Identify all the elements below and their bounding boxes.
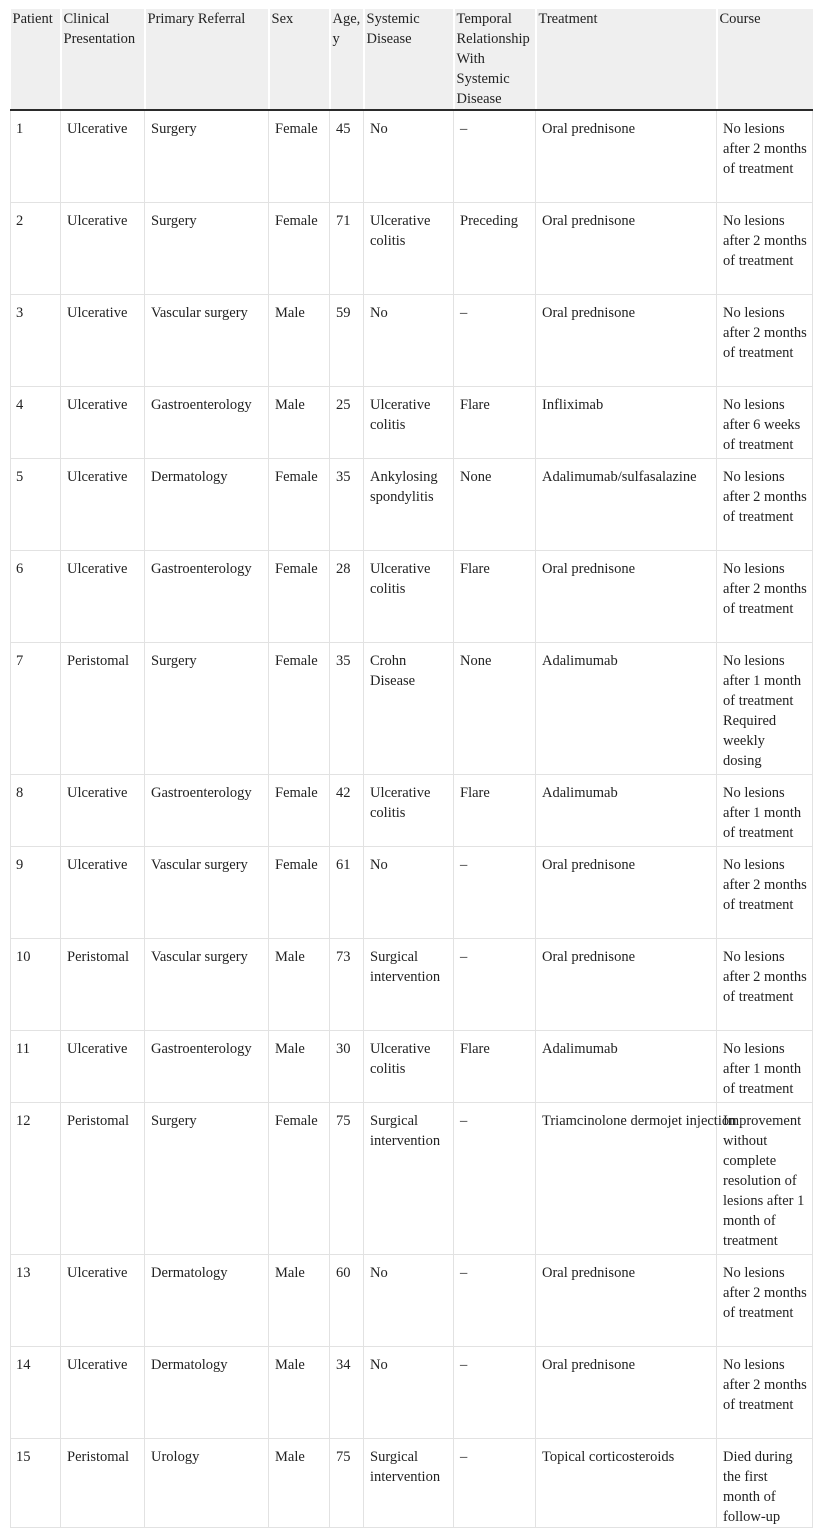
- cell-temporal-relationship: Flare: [454, 387, 536, 459]
- cell-age: 35: [330, 643, 364, 775]
- cell-clinical-presentation: Ulcerative: [61, 459, 145, 551]
- cell-systemic-disease: Surgical intervention: [364, 939, 454, 1031]
- cell-primary-referral: Surgery: [145, 643, 269, 775]
- header-temporal-relationship: Temporal Relationship With Systemic Disease: [454, 9, 536, 110]
- cell-temporal-relationship: Flare: [454, 1031, 536, 1103]
- cell-treatment: Adalimumab/sulfasalazine: [536, 459, 717, 551]
- cell-temporal-relationship: –: [454, 110, 536, 203]
- table-row: [11, 110, 813, 203]
- cell-patient: 2: [11, 203, 61, 295]
- cell-temporal-relationship: –: [454, 1439, 536, 1528]
- cell-clinical-presentation: Peristomal: [61, 939, 145, 1031]
- cell-primary-referral: Surgery: [145, 110, 269, 203]
- cell-clinical-presentation: Ulcerative: [61, 110, 145, 203]
- cell-temporal-relationship: None: [454, 643, 536, 775]
- cell-sex: Male: [269, 1347, 330, 1439]
- cell-treatment: Topical corticosteroids: [536, 1439, 717, 1528]
- table-row: [11, 643, 813, 775]
- cell-sex: Female: [269, 459, 330, 551]
- cell-clinical-presentation: Peristomal: [61, 643, 145, 775]
- cell-clinical-presentation: Ulcerative: [61, 775, 145, 847]
- cell-sex: Female: [269, 775, 330, 847]
- cell-sex: Male: [269, 939, 330, 1031]
- cell-clinical-presentation: Ulcerative: [61, 1031, 145, 1103]
- cell-temporal-relationship: –: [454, 939, 536, 1031]
- cell-age: 34: [330, 1347, 364, 1439]
- cell-systemic-disease: Ulcerative colitis: [364, 203, 454, 295]
- cell-treatment: Oral prednisone: [536, 551, 717, 643]
- cell-treatment: Oral prednisone: [536, 939, 717, 1031]
- cell-course: No lesions after 1 month of treatment Required weekly dosing: [717, 643, 813, 775]
- cell-course: No lesions after 2 months of treatment: [717, 110, 813, 203]
- cell-sex: Female: [269, 551, 330, 643]
- cell-systemic-disease: Ulcerative colitis: [364, 551, 454, 643]
- cell-course: No lesions after 2 months of treatment: [717, 459, 813, 551]
- cell-systemic-disease: No: [364, 110, 454, 203]
- cell-patient: 4: [11, 387, 61, 459]
- cell-patient: 13: [11, 1255, 61, 1347]
- cell-patient: 15: [11, 1439, 61, 1528]
- cell-patient: 3: [11, 295, 61, 387]
- cell-clinical-presentation: Ulcerative: [61, 847, 145, 939]
- cell-systemic-disease: Ulcerative colitis: [364, 1031, 454, 1103]
- header-clinical-presentation: Clinical Presentation: [61, 9, 145, 110]
- cell-age: 73: [330, 939, 364, 1031]
- cell-treatment: Infliximab: [536, 387, 717, 459]
- cell-treatment: Oral prednisone: [536, 203, 717, 295]
- cell-primary-referral: Vascular surgery: [145, 847, 269, 939]
- cell-course: No lesions after 2 months of treatment: [717, 551, 813, 643]
- cell-patient: 5: [11, 459, 61, 551]
- cell-temporal-relationship: None: [454, 459, 536, 551]
- cell-clinical-presentation: Ulcerative: [61, 295, 145, 387]
- cell-temporal-relationship: –: [454, 847, 536, 939]
- cell-primary-referral: Gastroenterology: [145, 775, 269, 847]
- table-row: [11, 847, 813, 939]
- cell-clinical-presentation: Ulcerative: [61, 551, 145, 643]
- cell-age: 30: [330, 1031, 364, 1103]
- cell-systemic-disease: No: [364, 847, 454, 939]
- cell-primary-referral: Surgery: [145, 1103, 269, 1255]
- cell-clinical-presentation: Ulcerative: [61, 1255, 145, 1347]
- cell-age: 42: [330, 775, 364, 847]
- cell-treatment: Oral prednisone: [536, 110, 717, 203]
- cell-systemic-disease: Surgical intervention: [364, 1439, 454, 1528]
- table-row: [11, 551, 813, 643]
- table-row: [11, 203, 813, 295]
- header-treatment: Treatment: [536, 9, 717, 110]
- cell-primary-referral: Gastroenterology: [145, 551, 269, 643]
- cell-patient: 9: [11, 847, 61, 939]
- cell-course: No lesions after 1 month of treatment: [717, 775, 813, 847]
- cell-age: 25: [330, 387, 364, 459]
- cell-systemic-disease: No: [364, 1347, 454, 1439]
- cell-age: 35: [330, 459, 364, 551]
- cell-age: 75: [330, 1439, 364, 1528]
- cell-clinical-presentation: Ulcerative: [61, 1347, 145, 1439]
- cell-systemic-disease: No: [364, 1255, 454, 1347]
- header-age: Age, y: [330, 9, 364, 110]
- cell-age: 60: [330, 1255, 364, 1347]
- cell-primary-referral: Dermatology: [145, 1347, 269, 1439]
- table-row: [11, 939, 813, 1031]
- table-row: [11, 1347, 813, 1439]
- cell-systemic-disease: No: [364, 295, 454, 387]
- cell-sex: Male: [269, 1439, 330, 1528]
- cell-clinical-presentation: Ulcerative: [61, 203, 145, 295]
- cell-age: 45: [330, 110, 364, 203]
- cell-treatment: Adalimumab: [536, 775, 717, 847]
- table-row: [11, 1031, 813, 1103]
- cell-clinical-presentation: Peristomal: [61, 1103, 145, 1255]
- cell-patient: 7: [11, 643, 61, 775]
- cell-course: Improvement without complete resolution of lesions after 1 month of treatment: [717, 1103, 813, 1255]
- cell-course: No lesions after 6 weeks of treatment: [717, 387, 813, 459]
- cell-treatment: Oral prednisone: [536, 847, 717, 939]
- cell-age: 59: [330, 295, 364, 387]
- cell-course: No lesions after 2 months of treatment: [717, 1347, 813, 1439]
- cell-sex: Female: [269, 203, 330, 295]
- cell-course: No lesions after 2 months of treatment: [717, 295, 813, 387]
- cell-temporal-relationship: Flare: [454, 775, 536, 847]
- table-row: [11, 775, 813, 847]
- cell-systemic-disease: Surgical intervention: [364, 1103, 454, 1255]
- cell-sex: Male: [269, 295, 330, 387]
- cell-temporal-relationship: –: [454, 295, 536, 387]
- cell-course: No lesions after 2 months of treatment: [717, 847, 813, 939]
- cell-sex: Female: [269, 110, 330, 203]
- cell-course: No lesions after 2 months of treatment: [717, 203, 813, 295]
- table-row: [11, 1439, 813, 1528]
- cell-treatment: Adalimumab: [536, 1031, 717, 1103]
- cell-patient: 6: [11, 551, 61, 643]
- cell-sex: Female: [269, 643, 330, 775]
- cell-systemic-disease: Ulcerative colitis: [364, 387, 454, 459]
- cell-patient: 1: [11, 110, 61, 203]
- cell-patient: 8: [11, 775, 61, 847]
- cell-primary-referral: Dermatology: [145, 459, 269, 551]
- cell-age: 61: [330, 847, 364, 939]
- cell-age: 71: [330, 203, 364, 295]
- cell-sex: Male: [269, 1255, 330, 1347]
- header-systemic-disease: Systemic Disease: [364, 9, 454, 110]
- cell-clinical-presentation: Peristomal: [61, 1439, 145, 1528]
- header-primary-referral: Primary Referral: [145, 9, 269, 110]
- cell-patient: 14: [11, 1347, 61, 1439]
- cell-systemic-disease: Ulcerative colitis: [364, 775, 454, 847]
- cell-treatment: Oral prednisone: [536, 1255, 717, 1347]
- header-patient: Patient: [11, 9, 61, 110]
- header-row: [11, 9, 813, 110]
- table-row: [11, 387, 813, 459]
- cell-primary-referral: Gastroenterology: [145, 387, 269, 459]
- cell-systemic-disease: Ankylosing spondylitis: [364, 459, 454, 551]
- patient-table: [10, 9, 813, 1528]
- cell-treatment: Adalimumab: [536, 643, 717, 775]
- cell-treatment: Oral prednisone: [536, 1347, 717, 1439]
- cell-sex: Male: [269, 387, 330, 459]
- header-sex: Sex: [269, 9, 330, 110]
- cell-temporal-relationship: Preceding: [454, 203, 536, 295]
- cell-temporal-relationship: –: [454, 1347, 536, 1439]
- cell-clinical-presentation: Ulcerative: [61, 387, 145, 459]
- cell-sex: Female: [269, 847, 330, 939]
- cell-temporal-relationship: –: [454, 1103, 536, 1255]
- cell-primary-referral: Gastroenterology: [145, 1031, 269, 1103]
- header-course: Course: [717, 9, 813, 110]
- cell-patient: 10: [11, 939, 61, 1031]
- cell-primary-referral: Vascular surgery: [145, 939, 269, 1031]
- cell-primary-referral: Dermatology: [145, 1255, 269, 1347]
- cell-course: Died during the first month of follow-up: [717, 1439, 813, 1528]
- cell-sex: Female: [269, 1103, 330, 1255]
- cell-sex: Male: [269, 1031, 330, 1103]
- cell-systemic-disease: Crohn Disease: [364, 643, 454, 775]
- cell-primary-referral: Vascular surgery: [145, 295, 269, 387]
- cell-course: No lesions after 1 month of treatment: [717, 1031, 813, 1103]
- table-row: [11, 295, 813, 387]
- cell-course: No lesions after 2 months of treatment: [717, 1255, 813, 1347]
- cell-temporal-relationship: –: [454, 1255, 536, 1347]
- cell-age: 75: [330, 1103, 364, 1255]
- cell-primary-referral: Surgery: [145, 203, 269, 295]
- cell-patient: 12: [11, 1103, 61, 1255]
- cell-course: No lesions after 2 months of treatment: [717, 939, 813, 1031]
- cell-treatment: Triamcinolone dermojet injection: [536, 1103, 717, 1255]
- cell-temporal-relationship: Flare: [454, 551, 536, 643]
- cell-treatment: Oral prednisone: [536, 295, 717, 387]
- table-row: [11, 1103, 813, 1255]
- cell-patient: 11: [11, 1031, 61, 1103]
- cell-age: 28: [330, 551, 364, 643]
- table-row: [11, 459, 813, 551]
- table-row: [11, 1255, 813, 1347]
- cell-primary-referral: Urology: [145, 1439, 269, 1528]
